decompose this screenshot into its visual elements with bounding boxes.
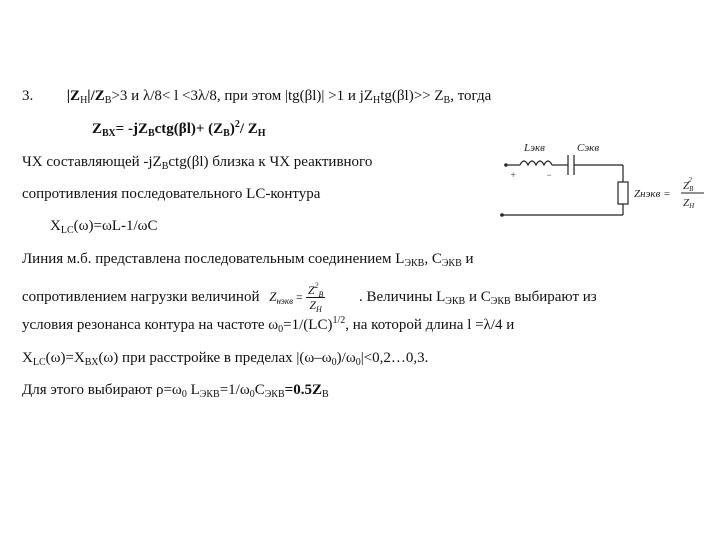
inductor-coil: [520, 161, 552, 165]
capacitor-label: Cэкв: [577, 142, 600, 154]
load-resistor: [618, 182, 628, 204]
item-number: 3.: [22, 88, 34, 104]
paragraph-load: сопротивлением нагрузки величиной $Z_{нэкв}$ = $\frac{Z^2_В}{Z_Н}$ . Величины $L_{ЭКВ}$ и $C_{ЭКВ}$ выбирают из: [22, 281, 597, 314]
inductor-label: Lэкв: [524, 142, 545, 154]
plus-sign: +: [510, 170, 517, 180]
equivalent-circuit-diagram: [490, 140, 720, 230]
input-impedance-formula: $Z_{ВХ}= -jZ_Вctg(\beta l)+ (Z_В)^2/$ $Z_Н$: [92, 119, 266, 139]
paragraph-rho-choice: Для этого выбирают $\rho=\omega_0$ $L_{ЭКВ}=1/\omega_0C_{ЭКВ}=0.5Z_В$: [22, 382, 329, 400]
paragraph-detuning: $X_{LC}(\omega)=X_{ВХ}(\omega)$ при расстройке в пределах $|(\omega-\omega_0)/\omega_0|<0,2\dots 0,3$.: [22, 350, 429, 368]
paragraph-frequency-response: ЧХ составляющей $-jZ_Вctg(\beta l)$ близка к ЧХ реактивного: [22, 154, 373, 172]
terminal-top: [504, 163, 508, 167]
terminal-bottom: [500, 213, 504, 217]
condition-line: 3. $|Z_Н|/Z_В>3$ и λ/8< l <3λ/8, при этом |tg(βl)| >1 и $jZ_Нtg(\beta l)>> Z_В$, тогда: [22, 88, 492, 106]
load-impedance-formula: $Z_{нэкв}$ = $\frac{Z^2_В}{Z_Н}$: [269, 281, 324, 314]
paragraph-lc-circuit: сопротивления последовательного LC-контура: [22, 186, 321, 202]
paragraph-line-equivalent: Линия м.б. представлена последовательным соединением $L_{ЭКВ}$, $C_{ЭКВ}$ и: [22, 251, 474, 269]
reactance-formula: $X_{LC}(\omega)=\omega L-1/\omega C$: [50, 218, 158, 236]
load-frac-numerator: ZВ2: [683, 176, 694, 193]
load-label: Zнэкв =: [634, 188, 671, 200]
paragraph-resonance: условия резонанса контура на частоте $\omega_0=1/(LC)^{1/2}$, на которой длина l =λ/4 и: [22, 315, 515, 335]
load-frac-denominator: ZН: [683, 197, 695, 210]
minus-sign: −: [546, 170, 553, 180]
